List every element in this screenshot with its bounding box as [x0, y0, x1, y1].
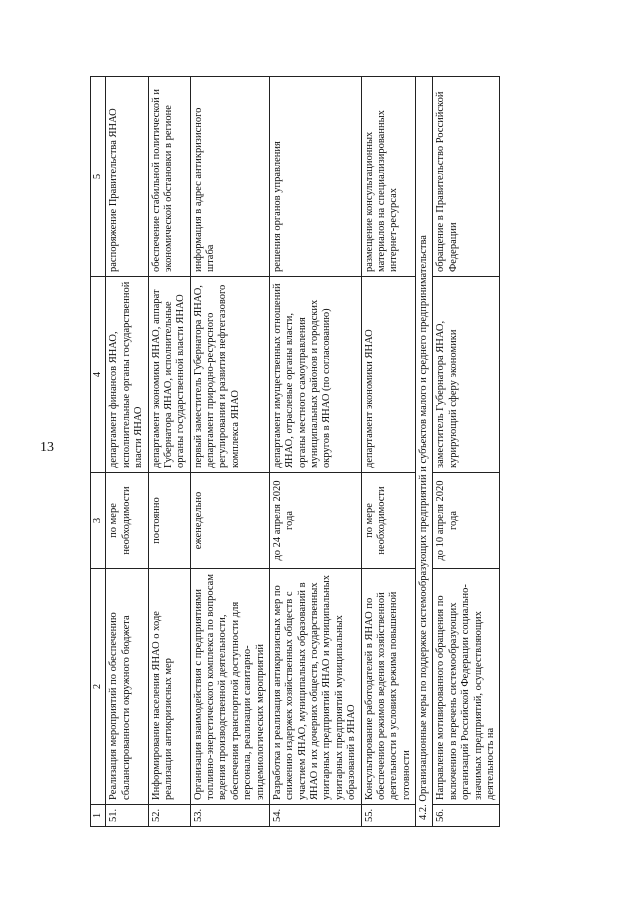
header-cell: 1 — [91, 805, 106, 827]
table-row — [433, 77, 500, 827]
header-cell: 4 — [91, 277, 106, 473]
result: решения органов управления — [269, 77, 361, 277]
deadline: до 24 апреля 2020 года — [269, 473, 361, 569]
measures-table — [90, 76, 500, 827]
table-row — [269, 77, 361, 827]
result: информация в адрес антикризисного штаба — [190, 77, 269, 277]
section-heading: 4.2. Организационные меры по поддержке системообразующих предприятий и субъектов малого и среднего предпринимательства — [416, 77, 433, 827]
row-number: 51. — [106, 805, 148, 827]
executor: департамент имущественных отношений ЯНАО, отраслевые органы власти, органы местного самоуправления муниципальных районов и городских округов в ЯНАО (по согласованию) — [269, 277, 361, 473]
header-cell: 3 — [91, 473, 106, 569]
result: распоряжение Правительства ЯНАО — [106, 77, 148, 277]
measure-text: Реализация мероприятий по обеспечению сбалансированности окружного бюджета — [106, 569, 148, 805]
row-number: 54. — [269, 805, 361, 827]
measure-text: Разработка и реализация антикризисных мер по снижению издержек хозяйственных обществ с участием ЯНАО, муниципальных образований в ЯНАО и их дочерних обществ, государственных унитарных предприятий ЯНАО и муниципальных унитарных предприятий муниципальных образований в ЯНАО — [269, 569, 361, 805]
row-number: 52. — [148, 805, 190, 827]
section-heading-row — [416, 77, 433, 827]
deadline: до 10 апреля 2020 года — [433, 473, 500, 569]
rotated-page-content — [90, 77, 550, 827]
executor: департамент экономики ЯНАО, аппарат Губернатора ЯНАО, исполнительные органы государственной власти ЯНАО — [148, 277, 190, 473]
table-header-row — [91, 77, 106, 827]
header-cell: 2 — [91, 569, 106, 805]
deadline: постоянно — [148, 473, 190, 569]
table-row — [148, 77, 190, 827]
deadline: еженедельно — [190, 473, 269, 569]
executor: заместитель Губернатора ЯНАО, курирующий сферу экономики — [433, 277, 500, 473]
row-number: 56. — [433, 805, 500, 827]
page-number: 13 — [40, 440, 54, 455]
deadline: по мере необходимости — [361, 473, 416, 569]
table-row — [361, 77, 416, 827]
row-number: 53. — [190, 805, 269, 827]
measure-text: Информирование населения ЯНАО о ходе реализации антикризисных мер — [148, 569, 190, 805]
executor: департамент финансов ЯНАО, исполнительные органы государственной власти ЯНАО — [106, 277, 148, 473]
result: обеспечение стабильной политической и экономической обстановки в регионе — [148, 77, 190, 277]
executor: департамент экономики ЯНАО — [361, 277, 416, 473]
table-row — [106, 77, 148, 827]
table-row — [190, 77, 269, 827]
measure-text: Консультирование работодателей в ЯНАО по обеспечению режимов ведения хозяйственной деятельности в условиях режима повышенной готовности — [361, 569, 416, 805]
executor: первый заместитель Губернатора ЯНАО, департамент природно-ресурсного регулирования и развития нефтегазового комплекса ЯНАО — [190, 277, 269, 473]
measure-text: Направление мотивированного обращения по включению в перечень системообразующих организаций Российской Федерации социально-значимых предприятий, осуществляющих деятельность на — [433, 569, 500, 805]
header-cell: 5 — [91, 77, 106, 277]
row-number: 55. — [361, 805, 416, 827]
measure-text: Организация взаимодействия с предприятиями топливно-энергетического комплекса по вопросам ведения производственной деятельности, обеспечения транспортной доступности для персонала, реализации санитарно-эпидемиологических мероприятий — [190, 569, 269, 805]
deadline: по мере необходимости — [106, 473, 148, 569]
result: обращение в Правительство Российской Федерации — [433, 77, 500, 277]
result: размещение консультационных материалов на специализированных интернет-ресурсах — [361, 77, 416, 277]
